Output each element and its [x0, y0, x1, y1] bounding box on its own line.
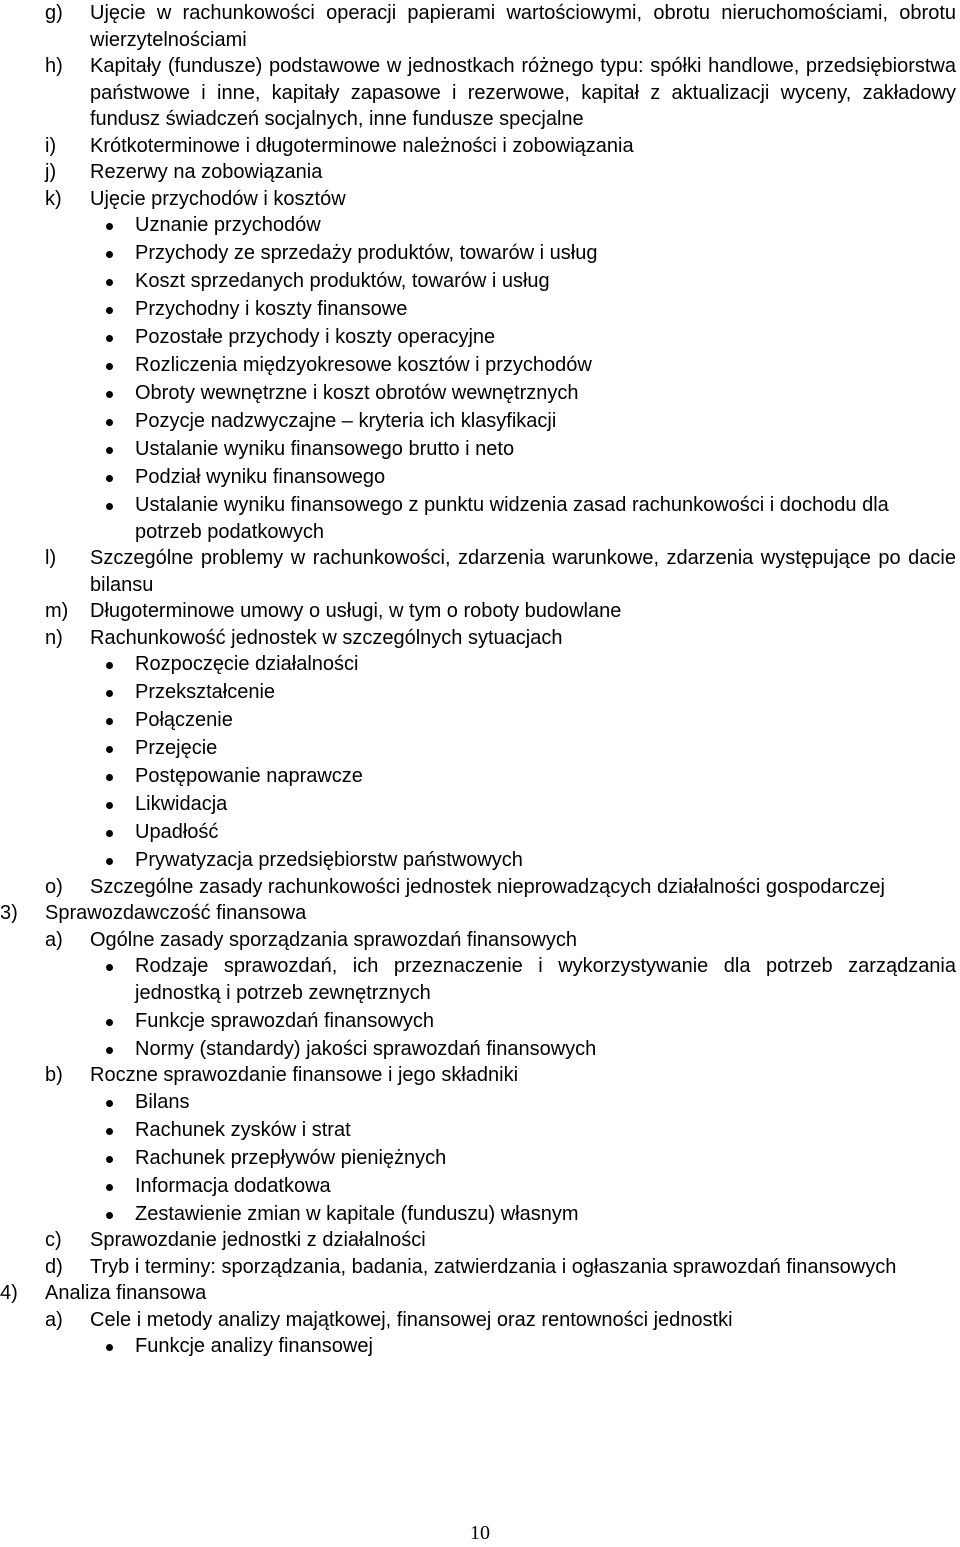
bullet-icon	[106, 1019, 113, 1026]
item-text: Prywatyzacja przedsiębiorstw państwowych	[135, 849, 523, 871]
item-text: Krótkoterminowe i długoterminowe należności i zobowiązania	[90, 134, 634, 157]
item-text: Ujęcie w rachunkowości operacji papierami wartościowymi, obrotu nieruchomościami, obrotu wierzytelnościami	[90, 2, 956, 51]
item-text: Sprawozdanie jednostki z działalności	[90, 1229, 426, 1251]
bullet-item	[0, 268, 960, 295]
list-item	[0, 927, 960, 954]
bullet-item	[0, 492, 960, 545]
list-item	[0, 900, 960, 927]
bullet-icon	[106, 503, 113, 510]
list-item	[0, 1062, 960, 1089]
item-text: Obroty wewnętrzne i koszt obrotów wewnętrznych	[135, 382, 579, 404]
bullet-icon	[106, 1047, 113, 1054]
item-text: Rezerwy na zobowiązania	[90, 161, 323, 183]
bullet-item	[0, 735, 960, 762]
bullet-item	[0, 464, 960, 491]
list-marker: c)	[45, 1229, 62, 1251]
item-text: Przychodny i koszty finansowe	[135, 298, 408, 320]
list-marker: n)	[45, 626, 63, 649]
item-text: Ustalanie wyniku finansowego brutto i neto	[135, 438, 515, 460]
bullet-icon	[106, 447, 113, 454]
bullet-icon	[106, 662, 113, 669]
item-text: Bilans	[135, 1090, 190, 1113]
bullet-item	[0, 953, 960, 1006]
bullet-item	[0, 1201, 960, 1228]
item-text: Ujęcie przychodów i kosztów	[90, 187, 346, 210]
item-text: Likwidacja	[135, 793, 228, 815]
bullet-item	[0, 240, 960, 267]
bullet-icon	[106, 1212, 113, 1219]
bullet-icon	[106, 419, 113, 426]
item-text: Funkcje analizy finansowej	[135, 1335, 373, 1357]
bullet-item	[0, 1145, 960, 1172]
bullet-item	[0, 1036, 960, 1063]
bullet-icon	[106, 802, 113, 809]
bullet-icon	[106, 746, 113, 753]
item-text: Tryb i terminy: sporządzania, badania, zatwierdzania i ogłaszania sprawozdań finansowych	[90, 1255, 897, 1278]
bullet-icon	[106, 279, 113, 286]
item-text: Rozliczenia międzyokresowe kosztów i przychodów	[135, 354, 592, 376]
list-item	[0, 1307, 960, 1334]
bullet-icon	[106, 307, 113, 314]
bullet-item	[0, 380, 960, 407]
bullet-item	[0, 212, 960, 239]
bullet-icon	[106, 1128, 113, 1135]
list-item	[0, 159, 960, 186]
bullet-icon	[106, 475, 113, 482]
bullet-icon	[106, 335, 113, 342]
list-marker: k)	[45, 187, 62, 210]
list-item	[0, 0, 960, 53]
list-marker: 3)	[0, 902, 18, 924]
item-text: Rozpoczęcie działalności	[135, 653, 359, 675]
bullet-item	[0, 1173, 960, 1200]
item-text: Informacja dodatkowa	[135, 1174, 331, 1197]
bullet-item	[0, 1008, 960, 1035]
bullet-item	[0, 791, 960, 818]
item-text: Cele i metody analizy majątkowej, finansowej oraz rentowności jednostki	[90, 1308, 733, 1331]
item-text: Szczególne zasady rachunkowości jednostek nieprowadzących działalności gospodarczej	[90, 875, 885, 898]
bullet-icon	[106, 830, 113, 837]
bullet-icon	[106, 774, 113, 781]
list-item	[0, 1254, 960, 1281]
list-marker: b)	[45, 1064, 63, 1086]
item-text: Podział wyniku finansowego	[135, 466, 386, 488]
item-text: Funkcje sprawozdań finansowych	[135, 1009, 435, 1032]
item-text: Ogólne zasady sporządzania sprawozdań finansowych	[90, 928, 577, 951]
list-item	[0, 186, 960, 213]
item-text: Pozostałe przychody i koszty operacyjne	[135, 326, 496, 348]
item-text: Rachunek przepływów pieniężnych	[135, 1146, 447, 1169]
item-text: Uznanie przychodów	[135, 214, 321, 236]
list-item	[0, 1227, 960, 1254]
bullet-item	[0, 819, 960, 846]
item-text: Zestawienie zmian w kapitale (funduszu) własnym	[135, 1202, 579, 1225]
bullet-item	[0, 679, 960, 706]
list-item	[0, 53, 960, 133]
item-text: Pozycje nadzwyczajne – kryteria ich klasyfikacji	[135, 410, 557, 432]
bullet-item	[0, 408, 960, 435]
bullet-item	[0, 352, 960, 379]
bullet-icon	[106, 690, 113, 697]
bullet-icon	[106, 1156, 113, 1163]
list-marker: h)	[45, 55, 63, 77]
bullet-item	[0, 707, 960, 734]
item-text: Szczególne problemy w rachunkowości, zdarzenia warunkowe, zdarzenia występujące po dacie bilansu	[90, 547, 956, 596]
item-text: Połączenie	[135, 709, 233, 731]
bullet-icon	[106, 1100, 113, 1107]
item-text: Długoterminowe umowy o usługi, w tym o roboty budowlane	[90, 600, 622, 622]
item-text: Ustalanie wyniku finansowego z punktu widzenia zasad rachunkowości i dochodu dla potrzeb podatkowych	[135, 494, 889, 543]
bullet-item	[0, 847, 960, 874]
list-marker: 4)	[0, 1282, 18, 1304]
item-text: Analiza finansowa	[45, 1282, 207, 1304]
item-text: Sprawozdawczość finansowa	[45, 902, 307, 924]
list-marker: d)	[45, 1255, 63, 1278]
bullet-icon	[106, 1184, 113, 1191]
bullet-icon	[106, 964, 113, 971]
bullet-item	[0, 763, 960, 790]
bullet-item	[0, 1333, 960, 1360]
list-marker: m)	[45, 600, 69, 622]
bullet-icon	[106, 858, 113, 865]
bullet-icon	[106, 1344, 113, 1351]
bullet-icon	[106, 223, 113, 230]
bullet-item	[0, 296, 960, 323]
item-text: Rachunkowość jednostek w szczególnych sytuacjach	[90, 626, 563, 649]
bullet-item	[0, 1117, 960, 1144]
item-text: Rodzaje sprawozdań, ich przeznaczenie i wykorzystywanie dla potrzeb zarządzania jednostką i potrzeb zewnętrznych	[135, 955, 956, 1004]
bullet-icon	[106, 251, 113, 258]
item-text: Postępowanie naprawcze	[135, 765, 363, 787]
item-text: Przychody ze sprzedaży produktów, towarów i usług	[135, 242, 598, 264]
item-text: Przejęcie	[135, 737, 218, 759]
bullet-item	[0, 324, 960, 351]
list-marker: a)	[45, 1308, 63, 1331]
bullet-icon	[106, 391, 113, 398]
bullet-icon	[106, 363, 113, 370]
bullet-icon	[106, 718, 113, 725]
list-item	[0, 625, 960, 652]
item-text: Upadłość	[135, 821, 219, 843]
item-text: Rachunek zysków i strat	[135, 1118, 351, 1141]
list-marker: a)	[45, 928, 63, 951]
item-text: Roczne sprawozdanie finansowe i jego składniki	[90, 1064, 519, 1086]
item-text: Przekształcenie	[135, 681, 276, 703]
bullet-item	[0, 436, 960, 463]
list-item	[0, 545, 960, 598]
bullet-item	[0, 1089, 960, 1116]
page-number: 10	[470, 1522, 490, 1544]
list-item	[0, 1280, 960, 1307]
list-item	[0, 598, 960, 625]
item-text: Koszt sprzedanych produktów, towarów i usług	[135, 270, 550, 292]
list-marker: g)	[45, 2, 63, 24]
bullet-item	[0, 651, 960, 678]
list-marker: j)	[45, 161, 57, 183]
item-text: Normy (standardy) jakości sprawozdań finansowych	[135, 1037, 597, 1060]
list-item	[0, 874, 960, 901]
list-marker: i)	[45, 134, 57, 157]
item-text: Kapitały (fundusze) podstawowe w jednostkach różnego typu: spółki handlowe, przedsiębiorstwa państwowe i inne, kapitały zapasowe i rezerwowe, kapitał z aktualizacji wyceny, zakładowy fundusz świadczeń socjalnych, inne fundusze specjalne	[90, 55, 956, 130]
list-item	[0, 133, 960, 160]
list-marker: l)	[45, 547, 57, 569]
list-marker: o)	[45, 875, 63, 898]
